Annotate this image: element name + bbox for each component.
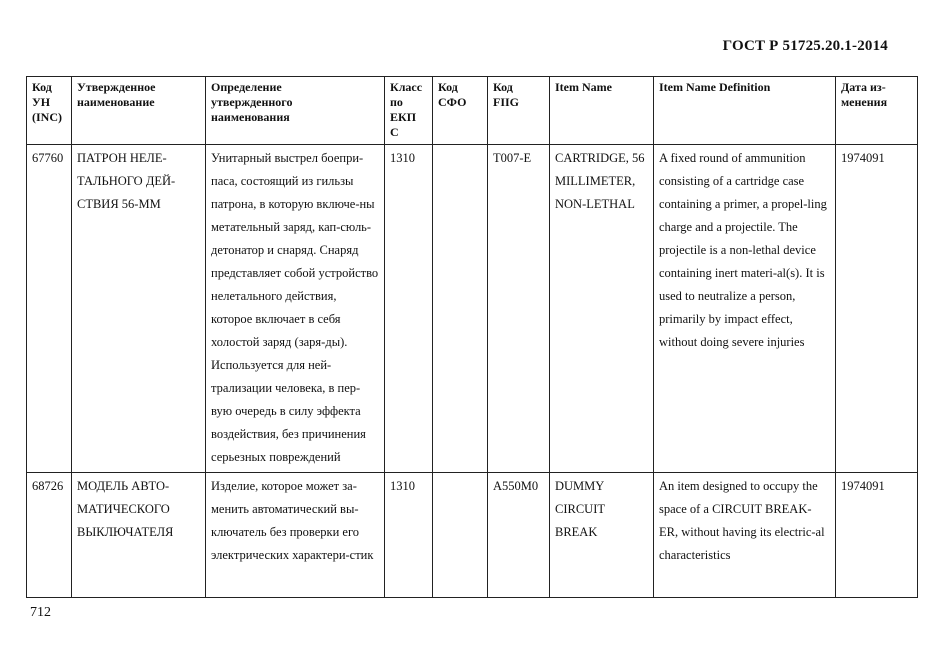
- col-header-class: Класс по ЕКП С: [385, 77, 433, 145]
- col-header-fiig: Код FIIG: [488, 77, 550, 145]
- cell-date: 1974091: [836, 145, 918, 473]
- cell-definition: Изделие, которое может за-менить автоматический вы-ключатель без проверки его электрических характери-стик: [206, 473, 385, 598]
- cell-class: 1310: [385, 473, 433, 598]
- cell-name: ПАТРОН НЕЛЕ-ТАЛЬНОГО ДЕЙ-СТВИЯ 56-ММ: [72, 145, 206, 473]
- cell-sfo: [433, 473, 488, 598]
- col-header-definition: Определение утвержденного наименования: [206, 77, 385, 145]
- cell-code: 67760: [27, 145, 72, 473]
- table-header-row: [27, 77, 918, 145]
- cell-fiig: T007-E: [488, 145, 550, 473]
- col-header-item-definition: Item Name Definition: [654, 77, 836, 145]
- cell-name: МОДЕЛЬ АВТО-МАТИЧЕСКОГО ВЫКЛЮЧАТЕЛЯ: [72, 473, 206, 598]
- col-header-approved-name: Утвержденное наименование: [72, 77, 206, 145]
- cell-class: 1310: [385, 145, 433, 473]
- col-header-inc: Код УН (INC): [27, 77, 72, 145]
- cell-item-definition: An item designed to occupy the space of a CIRCUIT BREAK-ER, without having its electric-al characteristics: [654, 473, 836, 598]
- cell-code: 68726: [27, 473, 72, 598]
- cell-item-name: DUMMY CIRCUIT BREAK: [550, 473, 654, 598]
- cell-item-name: CARTRIDGE, 56 MILLIMETER, NON-LETHAL: [550, 145, 654, 473]
- table-row: [27, 473, 918, 598]
- cell-sfo: [433, 145, 488, 473]
- col-header-item-name: Item Name: [550, 77, 654, 145]
- cell-item-definition: A fixed round of ammunition consisting of a cartridge case containing a primer, a propel-ling charge and a projectile. The projectile is a non-lethal device containing inert materi-al(s). It is used to neutralize a person, primarily by impact effect, without doing severe injuries: [654, 145, 836, 473]
- cell-definition: Унитарный выстрел боепри-паса, состоящий из гильзы патрона, в которую включе-ны метательный заряд, кап-сюль-детонатор и снаряд. Снаряд представляет собой устройство нелетального действия, которое включает в себя холостой заряд (заря-ды). Используется для ней-трализации человека, в пер-вую очередь в силу эффекта воздействия, без причинения серьезных повреждений: [206, 145, 385, 473]
- classification-table: [26, 76, 918, 598]
- cell-date: 1974091: [836, 473, 918, 598]
- col-header-date: Дата из- менения: [836, 77, 918, 145]
- table-row: [27, 145, 918, 473]
- document-code: ГОСТ Р 51725.20.1-2014: [722, 38, 888, 54]
- cell-fiig: A550M0: [488, 473, 550, 598]
- col-header-sfo: Код СФО: [433, 77, 488, 145]
- page-number: 712: [30, 605, 51, 620]
